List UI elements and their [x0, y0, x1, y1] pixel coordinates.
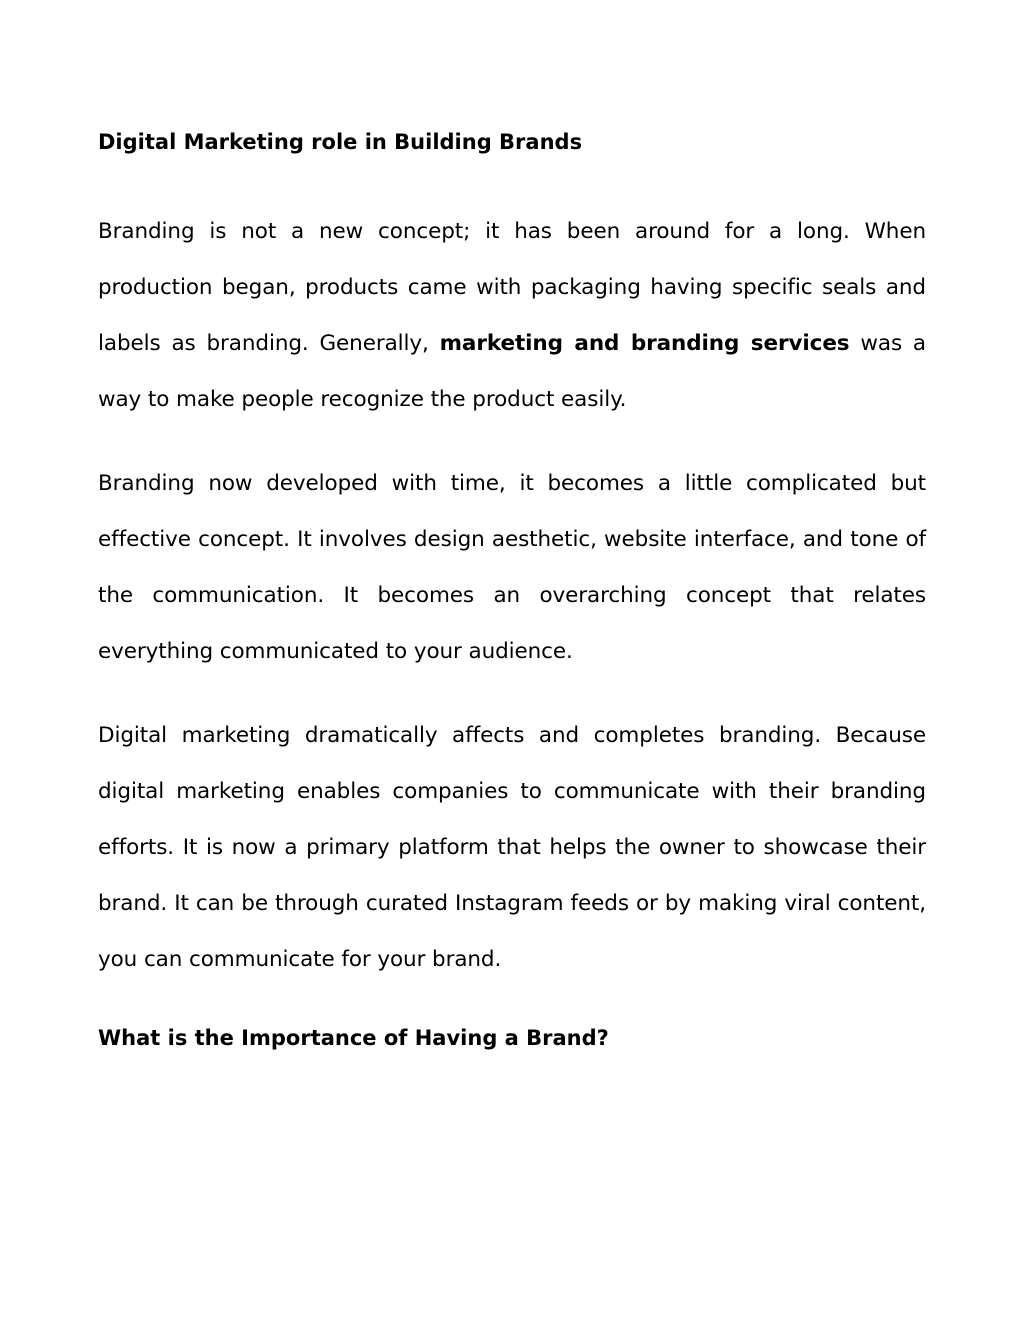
paragraph-branding-development: Branding now developed with time, it becomes a little complicated but effective concept. It involves design aesthetic, website interface, and tone of the communication. It becomes an overarching concept that relates everything communicated to your audience. — [98, 471, 926, 664]
section-subheading: What is the Importance of Having a Brand? — [98, 1026, 609, 1050]
paragraph-1-text-start: Branding is not a new concept; it has been around for a long. When production began, products came with packaging having specific seals and labels as branding. Generally, — [98, 219, 926, 356]
paragraph-branding-history — [98, 204, 926, 428]
paragraph-digital-marketing: Digital marketing dramatically affects and completes branding. Because digital marketing enables companies to communicate with their branding efforts. It is now a primary platform that helps the owner to showcase their brand. It can be through curated Instagram feeds or by making viral content, you can communicate for your brand. — [98, 723, 926, 972]
document-page — [98, 120, 926, 1060]
document-title: Digital Marketing role in Building Brands — [98, 130, 583, 154]
paragraph-1-text-end: was a way to make people recognize the product easily. — [98, 331, 926, 412]
paragraph-1-bold-phrase: marketing and branding services — [439, 331, 850, 356]
